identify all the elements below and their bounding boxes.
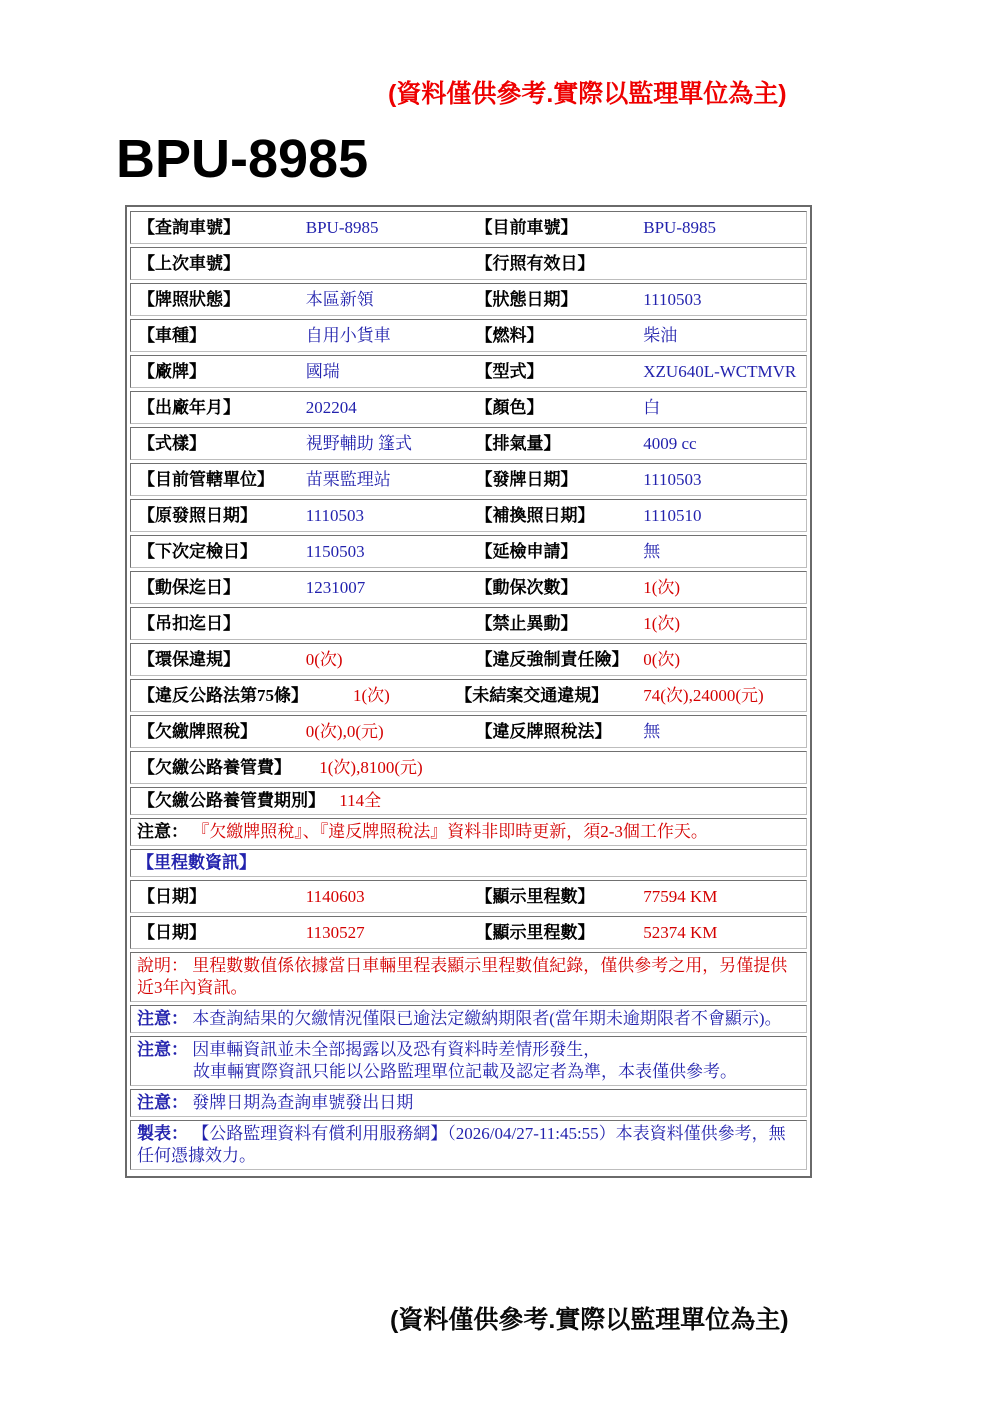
field-label: 【環保違規】	[138, 650, 240, 669]
section-title: 【里程數資訊】	[137, 853, 256, 872]
field-label: 【查詢車號】	[138, 218, 240, 237]
field-label: 【日期】	[138, 887, 206, 906]
field-value: 自用小貨車	[305, 326, 391, 345]
table-row-mileage-2	[130, 916, 807, 949]
table-row-road-fee	[130, 751, 807, 784]
field-value: 國瑞	[305, 362, 340, 381]
field-label: 【日期】	[138, 923, 206, 942]
note-overdue-scope	[130, 1005, 807, 1033]
disclaimer-bottom: (資料僅供參考.實際以監理單位為主)	[390, 1306, 789, 1334]
field-label: 【欠繳公路養管費期別】	[138, 791, 325, 810]
field-label: 【燃料】	[475, 326, 544, 345]
table-row-mortgage	[130, 571, 807, 604]
field-value: 本區新領	[305, 290, 374, 309]
field-value: 視野輔助 篷式	[305, 434, 412, 453]
field-label: 【違反牌照稅法】	[475, 722, 612, 741]
field-value: 1110503	[643, 470, 702, 489]
field-label: 【欠繳牌照稅】	[138, 722, 257, 741]
field-value: 1130527	[305, 923, 365, 942]
table-row-env-violation	[130, 643, 807, 676]
field-label: 【狀態日期】	[475, 290, 578, 309]
table-row-manufacture-color	[130, 391, 807, 424]
field-label: 【出廠年月】	[138, 398, 240, 417]
field-label: 【下次定檢日】	[138, 542, 257, 561]
field-value: 1110503	[305, 506, 364, 525]
note-label: 注意：	[137, 1009, 188, 1028]
note-text: 『欠繳牌照稅』、『違反牌照稅法』資料非即時更新，須2-3個工作天。	[192, 822, 708, 841]
field-label: 【未結案交通違規】	[455, 686, 609, 705]
table-row-highway-law-violation	[130, 679, 807, 712]
field-value: 苗栗監理站	[305, 470, 391, 489]
field-label: 【原發照日期】	[138, 506, 257, 525]
field-value: 1110510	[643, 506, 702, 525]
note-text-line2: 故車輛實際資訊只能以公路監理單位記載及認定者為準，本表僅供參考。	[193, 1062, 737, 1081]
field-label: 【上次車號】	[138, 254, 240, 273]
field-label: 【排氣量】	[475, 434, 561, 453]
field-value: 1(次)	[353, 686, 390, 705]
note-text: 里程數數值係依據當日車輛里程表顯示里程數值紀錄，僅供參考之用，另僅提供近3年內資訊。	[137, 956, 788, 997]
table-row-vehicle-type	[130, 319, 807, 352]
table-row-style-displacement	[130, 427, 807, 460]
field-label: 【目前車號】	[475, 218, 578, 237]
field-value: 0(次)	[305, 650, 343, 669]
field-label: 【顏色】	[475, 398, 544, 417]
table-row-license-tax	[130, 715, 807, 748]
field-value: 1150503	[305, 542, 365, 561]
field-value: BPU-8985	[305, 218, 379, 237]
field-value: 4009 cc	[643, 434, 697, 453]
field-value: 77594 KM	[643, 887, 718, 906]
field-label: 【補換照日期】	[475, 506, 595, 525]
field-value: 無	[643, 542, 661, 561]
field-label: 【欠繳公路養管費】	[138, 758, 291, 777]
field-value: 柴油	[643, 326, 678, 345]
field-label: 【發牌日期】	[475, 470, 578, 489]
table-row-office-issue-date	[130, 463, 807, 496]
note-label: 注意：	[137, 1040, 188, 1059]
table-row-suspension	[130, 607, 807, 640]
field-label: 【牌照狀態】	[138, 290, 240, 309]
note-label: 說明：	[137, 956, 188, 975]
table-row-plate-status	[130, 283, 807, 316]
note-issue-date	[130, 1089, 807, 1117]
note-label: 注意：	[137, 1093, 188, 1112]
note-text: 本查詢結果的欠繳情況僅限已逾法定繳納期限者(當年期未逾期限者不會顯示)。	[192, 1009, 782, 1028]
field-value: 1110503	[643, 290, 702, 309]
field-label: 【延檢申請】	[475, 542, 578, 561]
field-value: 114全	[339, 791, 382, 810]
field-label: 【動保迄日】	[138, 578, 240, 597]
section-mileage-info	[130, 849, 807, 877]
table-row-brand-model	[130, 355, 807, 388]
disclaimer-top: (資料僅供參考.實際以監理單位為主)	[388, 80, 787, 108]
field-value: 52374 KM	[643, 923, 718, 942]
table-row-query-plate	[130, 211, 807, 244]
field-value: 1(次)	[643, 578, 681, 597]
note-tax-update	[130, 818, 807, 846]
field-label: 【違反公路法第75條】	[138, 686, 308, 705]
field-value: 1140603	[305, 887, 365, 906]
field-label: 【禁止異動】	[475, 614, 578, 633]
field-value: 74(次),24000(元)	[643, 686, 764, 705]
note-text-line1: 因車輛資訊並未全部揭露以及恐有資料時差情形發生，	[192, 1040, 601, 1059]
field-label: 【型式】	[475, 362, 544, 381]
field-value: 1(次)	[643, 614, 681, 633]
field-value: 1231007	[305, 578, 366, 597]
field-label: 【行照有效日】	[475, 254, 595, 273]
field-label: 【顯示里程數】	[475, 887, 595, 906]
field-label: 【違反強制責任險】	[475, 650, 629, 669]
table-row-inspection	[130, 535, 807, 568]
field-value: 白	[643, 398, 661, 417]
page-title: BPU-8985	[116, 129, 369, 189]
field-label: 【廠牌】	[138, 362, 206, 381]
note-label: 製表：	[137, 1124, 188, 1143]
field-value: BPU-8985	[643, 218, 716, 237]
note-label: 注意：	[137, 822, 188, 841]
field-value: 1(次),8100(元)	[319, 758, 423, 777]
table-row-road-fee-period	[130, 787, 807, 815]
note-text: 發牌日期為查詢車號發出日期	[192, 1093, 414, 1112]
field-label: 【吊扣迄日】	[138, 614, 240, 633]
field-label: 【顯示里程數】	[475, 923, 595, 942]
table-row-prev-plate	[130, 247, 807, 280]
field-label: 【動保次數】	[475, 578, 578, 597]
note-text: 【公路監理資料有償利用服務網】（2026/04/27-11:45:55）本表資料僅供參考，無任何憑據效力。	[137, 1124, 786, 1165]
field-value: 無	[643, 722, 661, 741]
vehicle-info-table	[125, 205, 812, 1178]
table-row-mileage-1	[130, 880, 807, 913]
field-label: 【車種】	[138, 326, 206, 345]
field-value: XZU640L-WCTMVR	[643, 362, 797, 381]
field-value: 0(次)	[643, 650, 681, 669]
note-report-source	[130, 1120, 807, 1170]
note-mileage-source	[130, 952, 807, 1002]
field-value: 0(次),0(元)	[305, 722, 384, 741]
field-label: 【目前管轄單位】	[138, 470, 274, 489]
note-data-delay	[130, 1036, 807, 1086]
table-row-license-dates	[130, 499, 807, 532]
field-label: 【式樣】	[138, 434, 206, 453]
field-value: 202204	[305, 398, 357, 417]
